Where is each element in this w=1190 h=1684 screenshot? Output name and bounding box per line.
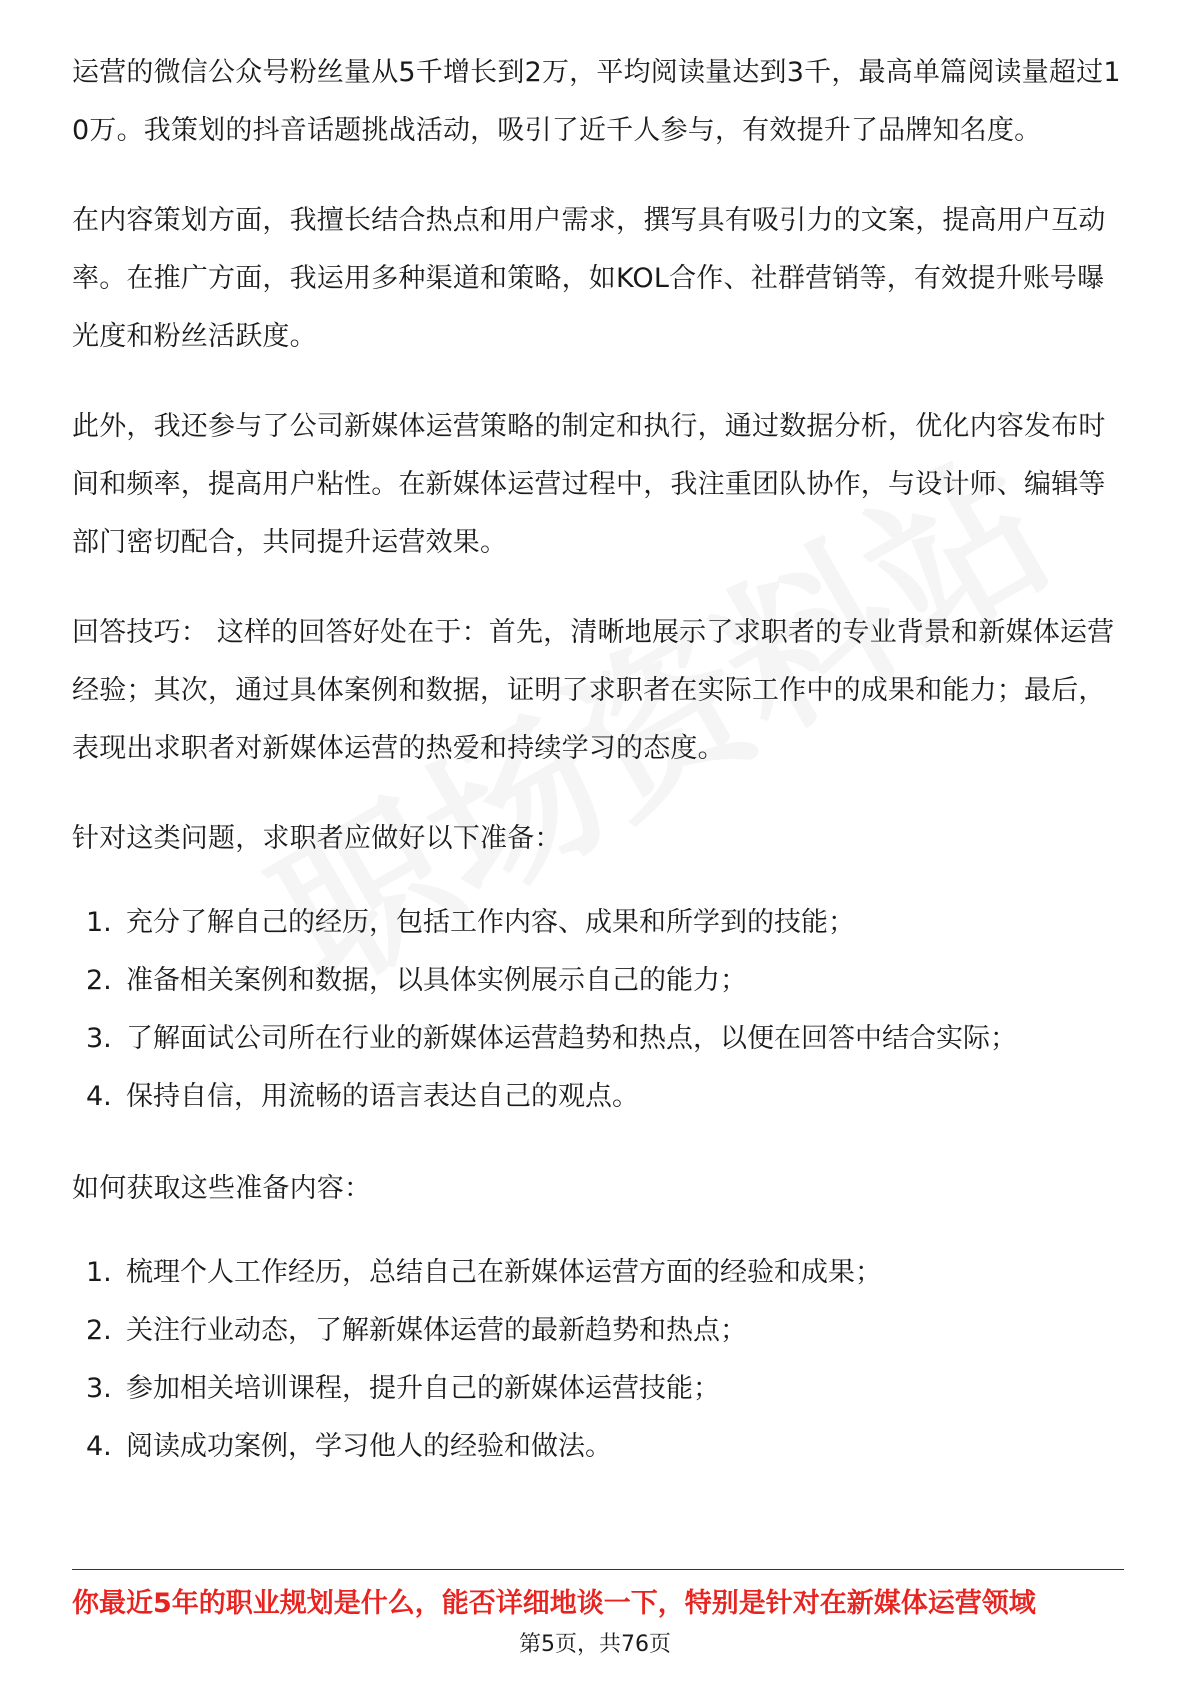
footer-divider	[72, 1569, 1124, 1570]
list-item	[72, 1068, 1122, 1126]
list-item-text: 关注行业动态，了解新媒体运营的最新趋势和热点；	[126, 1315, 747, 1346]
paragraph-content-planning: 在内容策划方面，我擅长结合热点和用户需求，撰写具有吸引力的文案，提高用户互动率。在推广方面，我运用多种渠道和策略，如KOL合作、社群营销等，有效提升账号曝光度和粉丝活跃度。	[72, 205, 1106, 352]
howto-intro: 如何获取这些准备内容：	[72, 1173, 372, 1204]
paragraph-achievements: 运营的微信公众号粉丝量从5千增长到2万，平均阅读量达到3千，最高单篇阅读量超过10万。我策划的抖音话题挑战活动，吸引了近千人参与，有效提升了品牌知名度。	[72, 57, 1121, 146]
list-item	[72, 952, 1122, 1010]
list-item	[72, 894, 1122, 952]
page-number: 第5页，共76页	[519, 1632, 671, 1657]
list-number: 3.	[86, 1023, 112, 1054]
list-number: 1.	[86, 907, 112, 938]
list-item	[72, 1418, 1122, 1476]
list-number: 1.	[86, 1257, 112, 1288]
list-item-text: 阅读成功案例，学习他人的经验和做法。	[126, 1431, 612, 1462]
list-number: 3.	[86, 1373, 112, 1404]
list-item-text: 保持自信，用流畅的语言表达自己的观点。	[126, 1081, 639, 1112]
list-item	[72, 1360, 1122, 1418]
list-item-text: 准备相关案例和数据，以具体实例展示自己的能力；	[126, 965, 747, 996]
list-item	[72, 1010, 1122, 1068]
list-number: 2.	[86, 965, 112, 996]
page-content	[72, 44, 1122, 1510]
list-number: 4.	[86, 1431, 112, 1462]
howto-list	[72, 1244, 1122, 1476]
paragraph-strategy: 此外，我还参与了公司新媒体运营策略的制定和执行，通过数据分析，优化内容发布时间和频率，提高用户粘性。在新媒体运营过程中，我注重团队协作，与设计师、编辑等部门密切配合，共同提升运营效果。	[72, 411, 1106, 558]
prep-intro: 针对这类问题，求职者应做好以下准备：	[72, 823, 562, 854]
paragraph-answer-tips: 回答技巧： 这样的回答好处在于：首先，清晰地展示了求职者的专业背景和新媒体运营经验；其次，通过具体案例和数据，证明了求职者在实际工作中的成果和能力；最后，表现出求职者对新媒体运营的热爱和持续学习的态度。	[72, 617, 1115, 764]
list-item	[72, 1244, 1122, 1302]
list-item-text: 了解面试公司所在行业的新媒体运营趋势和热点，以便在回答中结合实际；	[126, 1023, 1017, 1054]
list-number: 4.	[86, 1081, 112, 1112]
prep-list	[72, 894, 1122, 1126]
list-item-text: 参加相关培训课程，提升自己的新媒体运营技能；	[126, 1373, 720, 1404]
list-item-text: 梳理个人工作经历，总结自己在新媒体运营方面的经验和成果；	[126, 1257, 882, 1288]
list-item	[72, 1302, 1122, 1360]
next-question-heading: 你最近5年的职业规划是什么，能否详细地谈一下，特别是针对在新媒体运营领域	[72, 1588, 1036, 1619]
list-item-text: 充分了解自己的经历，包括工作内容、成果和所学到的技能；	[126, 907, 855, 938]
list-number: 2.	[86, 1315, 112, 1346]
